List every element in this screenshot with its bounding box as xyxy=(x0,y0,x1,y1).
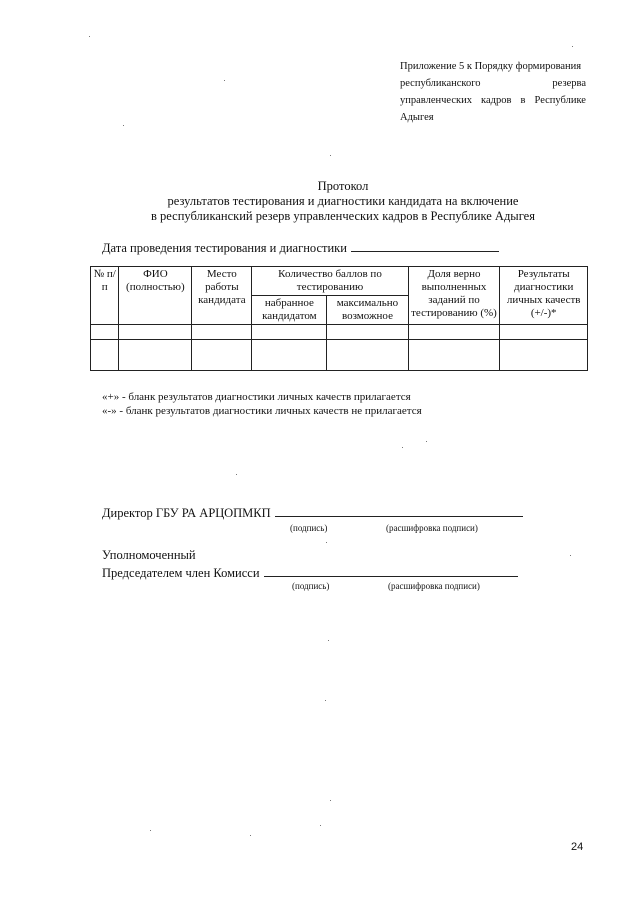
header-points-max: максимально возможное xyxy=(327,296,408,325)
table-cell[interactable] xyxy=(500,340,588,371)
header-points: Количество баллов по тестированию xyxy=(252,267,408,296)
table-cell[interactable] xyxy=(192,340,252,371)
table-cell[interactable] xyxy=(119,340,192,371)
commissioner-decode-caption: (расшифровка подписи) xyxy=(388,581,480,591)
scan-speck xyxy=(426,441,427,442)
scan-speck xyxy=(326,542,327,543)
table-cell[interactable] xyxy=(91,325,119,340)
table-cell[interactable] xyxy=(327,340,408,371)
header-workplace: Место работы кандидата xyxy=(192,267,252,325)
legend-plus: «+» - бланк результатов диагностики личных качеств прилагается xyxy=(102,391,411,403)
table-cell[interactable] xyxy=(252,325,327,340)
appendix-line-2-right: резерва xyxy=(552,78,586,89)
date-field xyxy=(102,240,499,256)
scan-speck xyxy=(570,555,571,556)
appendix-line-2 xyxy=(400,75,586,92)
page-number: 24 xyxy=(571,841,584,853)
director-label: Директор ГБУ РА АРЦОПМКП xyxy=(102,506,271,520)
director-signature-caption: (подпись) xyxy=(290,523,328,533)
scan-speck xyxy=(325,700,326,701)
scan-speck xyxy=(402,447,403,448)
appendix-word: в xyxy=(520,95,526,106)
table-cell[interactable] xyxy=(192,325,252,340)
legend-minus: «-» - бланк результатов диагностики личных качеств не прилагается xyxy=(102,405,422,417)
table-row xyxy=(91,340,588,371)
scan-speck xyxy=(330,155,331,156)
header-number: № п/п xyxy=(91,267,119,325)
commissioner-label-2: Председателем член Комисси xyxy=(102,566,260,580)
director-signature-blank[interactable] xyxy=(275,505,523,517)
appendix-line-3 xyxy=(400,92,586,109)
title-line-2: результатов тестирования и диагностики кандидата на включение xyxy=(167,194,519,208)
header-share: Доля верно выполненных заданий по тестированию (%) xyxy=(408,267,500,325)
scan-speck xyxy=(330,800,331,801)
table-row xyxy=(91,325,588,340)
table-cell[interactable] xyxy=(119,325,192,340)
table-cell[interactable] xyxy=(327,325,408,340)
appendix-line-4: Адыгея xyxy=(400,112,434,123)
scan-speck xyxy=(89,36,90,37)
header-result: Результаты диагностики личных качеств (+/-)* xyxy=(500,267,588,325)
scan-speck xyxy=(572,46,573,47)
table-cell[interactable] xyxy=(408,340,500,371)
table-header-row xyxy=(91,267,588,296)
appendix-line-1: Приложение 5 к Порядку формирования xyxy=(400,61,582,72)
scan-speck xyxy=(328,640,329,641)
scan-speck xyxy=(123,125,124,126)
header-name: ФИО (полностью) xyxy=(119,267,192,325)
appendix-line-2-left: республиканского xyxy=(400,78,481,89)
title-line-3: в республиканский резерв управленческих кадров в Республике Адыгея xyxy=(151,209,535,223)
commissioner-label-1: Уполномоченный xyxy=(102,548,196,562)
scan-speck xyxy=(250,835,251,836)
scan-speck xyxy=(236,474,237,475)
scan-speck xyxy=(150,830,151,831)
date-label: Дата проведения тестирования и диагностики xyxy=(102,241,347,255)
date-blank[interactable] xyxy=(351,240,499,252)
appendix-word: кадров xyxy=(481,95,512,106)
appendix-word: управленческих xyxy=(400,95,472,106)
scan-speck xyxy=(320,825,321,826)
legend xyxy=(102,390,422,418)
appendix-word: Республике xyxy=(534,95,586,106)
scan-speck xyxy=(224,80,225,81)
director-decode-caption: (расшифровка подписи) xyxy=(386,523,478,533)
commissioner-signature-blank[interactable] xyxy=(264,565,518,577)
document-title xyxy=(100,179,586,224)
commissioner-signature-line xyxy=(102,565,518,581)
director-signature-line xyxy=(102,505,523,521)
appendix-note xyxy=(400,58,586,126)
table-cell[interactable] xyxy=(252,340,327,371)
commissioner-signature-caption: (подпись) xyxy=(292,581,330,591)
results-table xyxy=(90,266,588,371)
header-points-got: набранное кандидатом xyxy=(252,296,327,325)
title-line-1: Протокол xyxy=(317,179,369,193)
table-cell[interactable] xyxy=(408,325,500,340)
table-cell[interactable] xyxy=(91,340,119,371)
table-cell[interactable] xyxy=(500,325,588,340)
